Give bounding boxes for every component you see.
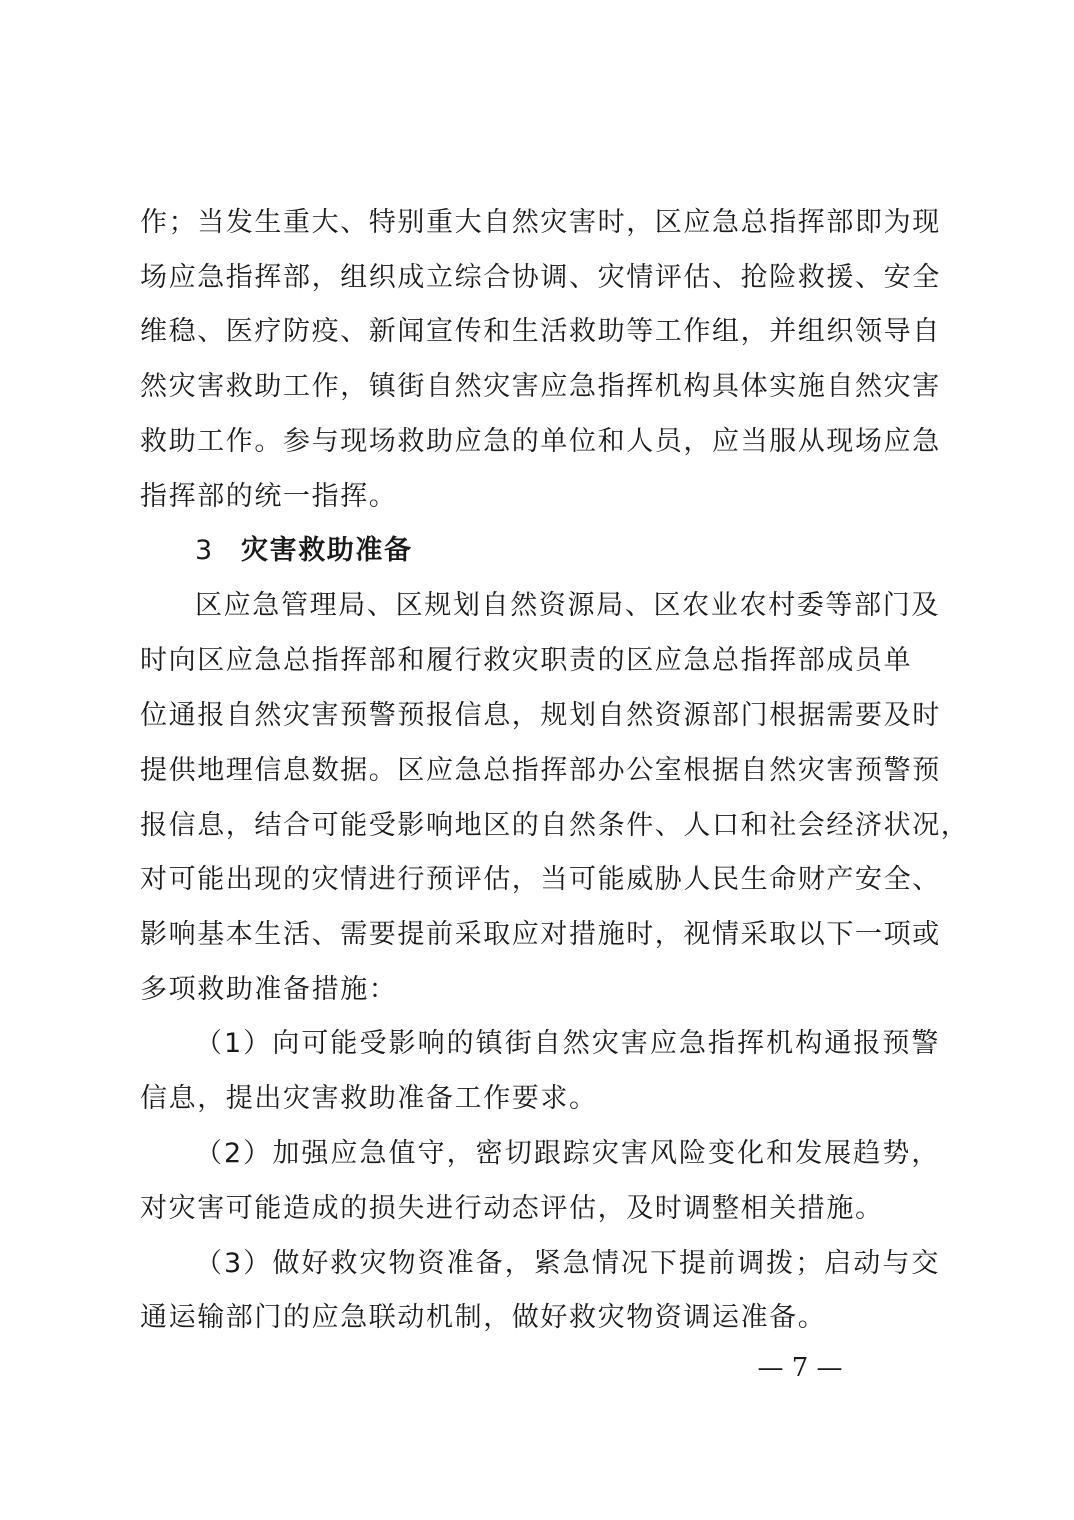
paragraph-2-line-3: 位通报自然灾害预警预报信息，规划自然资源部门根据需要及时	[140, 700, 941, 731]
section-title: 灾害救助准备	[241, 535, 413, 566]
paragraph-1-line-5: 救助工作。参与现场救助应急的单位和人员，应当服从现场应急	[140, 426, 941, 457]
paragraph-2-line-8: 多项救助准备措施：	[140, 974, 398, 1005]
paragraph-2-line-1: 区应急管理局、区规划自然资源局、区农业农村委等部门及	[195, 590, 940, 621]
section-heading	[195, 533, 413, 569]
paragraph-1-line-6: 指挥部的统一指挥。	[140, 481, 398, 512]
paragraph-1-line-3: 维稳、医疗防疫、新闻宣传和生活救助等工作组，并组织领导自	[140, 316, 941, 347]
item-3-line-2: 通运输部门的应急联动机制，做好救灾物资调运准备。	[140, 1302, 827, 1333]
item-2-line-1: （2）加强应急值守，密切跟踪灾害风险变化和发展趋势，	[195, 1138, 940, 1169]
paragraph-2-line-6: 对可能出现的灾情进行预评估，当可能威胁人民生命财产安全、	[140, 864, 941, 895]
paragraph-1-line-4: 然灾害救助工作，镇街自然灾害应急指挥机构具体实施自然灾害	[140, 371, 941, 402]
section-number: 3	[195, 535, 214, 566]
item-1-line-2: 信息，提出灾害救助准备工作要求。	[140, 1083, 598, 1114]
paragraph-1-line-2: 场应急指挥部，组织成立综合协调、灾情评估、抢险救援、安全	[140, 262, 941, 293]
paragraph-2-line-4: 提供地理信息数据。区应急总指挥部办公室根据自然灾害预警预	[140, 755, 941, 786]
paragraph-1-line-1: 作；当发生重大、特别重大自然灾害时，区应急总指挥部即为现	[140, 207, 941, 238]
paragraph-2-line-7: 影响基本生活、需要提前采取应对措施时，视情采取以下一项或	[140, 919, 941, 950]
item-2-line-2: 对灾害可能造成的损失进行动态评估，及时调整相关措施。	[140, 1193, 884, 1224]
paragraph-2-line-2: 时向区应急总指挥部和履行救灾职责的区应急总指挥部成员单	[140, 645, 913, 676]
paragraph-2-line-5: 报信息，结合可能受影响地区的自然条件、人口和社会经济状况，	[140, 810, 970, 841]
page-number: — 7 —	[757, 1353, 843, 1383]
item-1-line-1: （1）向可能受影响的镇街自然灾害应急指挥机构通报预警	[195, 1028, 940, 1059]
item-3-line-1: （3）做好救灾物资准备，紧急情况下提前调拨；启动与交	[195, 1248, 940, 1279]
